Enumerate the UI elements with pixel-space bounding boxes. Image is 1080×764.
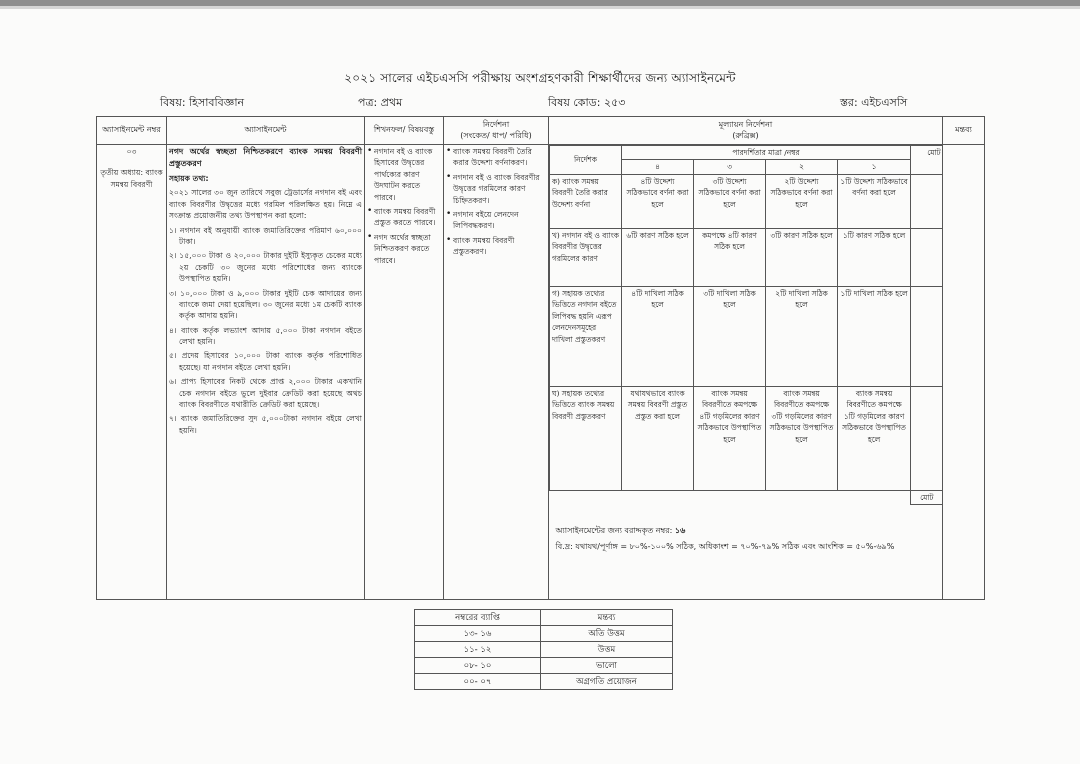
grade-row bbox=[415, 674, 673, 690]
col-assignment: অ্যাসাইনমেন্ট bbox=[167, 117, 365, 145]
grade-remark-header: মন্তব্য bbox=[541, 610, 673, 626]
paper-label: পত্র: প্রথম bbox=[358, 96, 403, 109]
grade-row bbox=[415, 626, 673, 642]
col-learning-outcome: শিখনফল/ বিষয়বস্তু bbox=[365, 117, 444, 145]
rubric-criterion: ৩টি কারণ সঠিক হলে bbox=[766, 228, 838, 286]
grade-range: ০৮- ১০ bbox=[415, 658, 541, 674]
rubric-level-2: ২ bbox=[766, 160, 838, 174]
info-item: ৪। ব্যাংক কর্তৃক লভ্যাংশ আদায় ৫,০০০ টাকা নগদান বইতে লেখা হয়নি। bbox=[169, 325, 362, 347]
rubric-total-cell bbox=[911, 174, 943, 228]
allotted-marks-value: ১৬ bbox=[674, 526, 686, 536]
top-border-shadow bbox=[0, 6, 1080, 9]
instruction-item: • নগদান বই ও ব্যাংক বিবরণীর উদ্বৃত্তের গরমিলের কারণ চিহ্নিতকরণ। bbox=[446, 172, 546, 206]
rubric-total-header: মোট bbox=[911, 146, 943, 175]
grade-range: ১১- ১২ bbox=[415, 642, 541, 658]
instructions-cell bbox=[444, 145, 549, 600]
learning-outcome-item: • নগদান বই ও ব্যাংক হিসাবের উদ্বৃত্তের পার্থক্যের কারণ উদঘাটন করতে পারবে। bbox=[367, 146, 441, 203]
learning-outcome-item: • নগদ অর্থের স্বচ্ছতা নিশ্চিতকরণ করতে পারবে। bbox=[367, 232, 441, 266]
rubric-criterion: ৩টি দাখিলা সঠিক হলে bbox=[694, 286, 766, 386]
info-item: ৭। ব্যাংক জমাতিরিক্তের সুদ ৫,০০০টাকা নগদান বইয়ে লেখা হয়নি। bbox=[169, 414, 362, 435]
chapter-label: তৃতীয় অধ্যায়: ব্যাংক সমন্বয় বিবরণী bbox=[100, 168, 163, 189]
rubric-total-cell bbox=[911, 386, 943, 490]
col-assignment-no: অ্যাসাইনমেন্ট নম্বর bbox=[97, 117, 167, 145]
rubric-indicator: গ) সহায়ক তথ্যের ভিত্তিতে নগদান বইতে লিপিবদ্ধ হয়নি এরূপ লেনদেনসমূহের দাখিলা প্রস্তুতকরণ bbox=[550, 286, 622, 386]
rubric-level-1: ১ bbox=[838, 160, 911, 174]
rubric-level-4: ৪ bbox=[622, 160, 694, 174]
rubric-row bbox=[550, 228, 943, 286]
subject-code-label: বিষয় কোড: ২৫৩ bbox=[548, 96, 626, 109]
grade-remark: অগ্রগতি প্রয়োজন bbox=[541, 674, 673, 690]
info-item: ১। নগদান বই অনুযায়ী ব্যাংক জমাতিরিক্তের পরিমাণ ৬০,০০০ টাকা। bbox=[169, 225, 362, 246]
rubric-criterion: ২টি দাখিলা সঠিক হলে bbox=[766, 286, 838, 386]
rubric-criterion: ৩টি উদ্দেশ্য সঠিকভাবে বর্ণনা করা হলে bbox=[694, 174, 766, 228]
grade-row bbox=[415, 658, 673, 674]
rubric-criterion: ব্যাংক সমন্বয় বিবরণীতে কমপক্ষে ৪টি গড়মিলের কারণ সঠিকভাবে উপস্থাপিত হলে bbox=[694, 386, 766, 490]
grade-remark: উত্তম bbox=[541, 642, 673, 658]
rubric-criterion: ১টি উদ্দেশ্য সঠিকভাবে বর্ণনা করা হলে bbox=[838, 174, 911, 228]
rubric-criterion: ১টি কারণ সঠিক হলে bbox=[838, 228, 911, 286]
rubric-criterion: ৬টি কারণ সঠিক হলে bbox=[622, 228, 694, 286]
grade-table bbox=[414, 609, 673, 690]
grade-range: ১৩- ১৬ bbox=[415, 626, 541, 642]
grade-remark: অতি উত্তম bbox=[541, 626, 673, 642]
info-intro: ২০২১ সালের ৩০ জুন তারিখে সবুজ ট্রেডার্সের নগদান বই এবং ব্যাংক বিবরণীর উদ্বৃত্তের মধ্যে গরমিল পরিলক্ষিত হয়। নিম্নে এ সংক্রান্ত প্রয়োজনীয় তথ্য উপস্থাপন করা হলো: bbox=[169, 188, 362, 221]
rubric-row bbox=[550, 386, 943, 490]
info-item: ২। ১৫,০০০ টাকা ও ২০,০০০ টাকার দুইটি ইস্যুকৃত চেকের মধ্যে ২য় চেকটি ৩০ জুনের মধ্যে পরিশোধের জন্য ব্যাংকে উপস্থাপিত হয়নি। bbox=[169, 251, 362, 284]
rubric-criterion: কমপক্ষে ৪টি কারণ সঠিক হলে bbox=[694, 228, 766, 286]
document-title: ২০২১ সালের এইচএসসি পরীক্ষায় অংশগ্রহণকারী শিক্ষার্থীদের জন্য অ্যাসাইনমেন্ট bbox=[344, 71, 736, 85]
instruction-item: • ব্যাংক সমন্বয় বিবরণী প্রস্তুতকরণ। bbox=[446, 235, 546, 258]
rubric-total-cell bbox=[911, 286, 943, 386]
allotted-marks-label: অ্যাসাইনমেন্টের জন্য বরাদ্দকৃত নম্বর: bbox=[555, 526, 675, 536]
learning-outcome-item: • ব্যাংক সমন্বয় বিবরণী প্রস্তুত করতে পারবে। bbox=[367, 206, 441, 229]
col-remarks: মন্তব্য bbox=[943, 117, 985, 145]
rubric-indicator: ঘ) সহায়ক তথ্যের ভিত্তিতে ব্যাংক সমন্বয় বিবরণী প্রস্তুতকরণ bbox=[550, 386, 622, 490]
col-instructions bbox=[444, 117, 549, 145]
subject-label: বিষয়: হিসাববিজ্ঞান bbox=[160, 96, 245, 109]
rubric-criterion: ব্যাংক সমন্বয় বিবরণীতে কমপক্ষে ৩টি গড়মিলের কারণ সঠিকভাবে উপস্থাপিত হলে bbox=[766, 386, 838, 490]
grade-row bbox=[415, 642, 673, 658]
instructions-title: নির্দেশনা bbox=[482, 120, 510, 130]
rubric-indicator: খ) নগদান বই ও ব্যাংক বিবরণীর উদ্বৃত্তের গরমিলের কারণ bbox=[550, 228, 622, 286]
evaluation-subtitle: (রুব্রিক্স) bbox=[732, 130, 759, 140]
info-item: ৬। প্রাপ্য হিসাবের নিকট থেকে প্রাপ্ত ২,০০০ টাকার একখানি চেক নগদান বইতে ভুলে দুইবার ক্রেডিট করা হয়েছে অথচ ব্যাংক বিবরণীতে যথারীতি ক্রেডিট করা হয়েছে। bbox=[169, 377, 362, 410]
evaluation-title: মূল্যায়ন নির্দেশনা bbox=[718, 120, 773, 130]
grade-range-header: নম্বরের ব্যাপ্তি bbox=[415, 610, 541, 626]
instruction-item: • ব্যাংক সমন্বয় বিবরণী তৈরি করার উদ্দেশ্য বর্ণনাকরণ। bbox=[446, 146, 546, 169]
rubric-criterion: ৪টি দাখিলা সঠিক হলে bbox=[622, 286, 694, 386]
assignment-title: নগদ অর্থের স্বচ্ছতা নিশ্চিতকরণে ব্যাংক সমন্বয় বিবরণী প্রস্তুতকরণ bbox=[169, 147, 362, 168]
rubric-row bbox=[550, 286, 943, 386]
grade-range: ০০- ০৭ bbox=[415, 674, 541, 690]
rubric-notes bbox=[550, 505, 943, 558]
col-evaluation bbox=[549, 117, 943, 145]
level-label: স্তর: এইচএসসি bbox=[840, 96, 908, 109]
assignment-content-cell bbox=[167, 145, 365, 600]
instructions-subtitle: (সংকেত/ ধাপ/ পরিধি) bbox=[460, 130, 532, 140]
rubric-criterion: ১টি দাখিলা সঠিক হলে bbox=[838, 286, 911, 386]
rubric-level-header: পারদর্শিতার মাত্রা /নম্বর bbox=[622, 146, 911, 160]
rubric-criterion: ব্যাংক সমন্বয় বিবরণীতে কমপক্ষে ১টি গড়মিলের কারণ সঠিকভাবে উপস্থাপিত হলে bbox=[838, 386, 911, 490]
info-heading: সহায়ক তথ্য: bbox=[169, 174, 209, 183]
rubric-table bbox=[549, 145, 943, 558]
rubric-indicator-header: নির্দেশক bbox=[550, 146, 622, 175]
rubric-total-label: মোট bbox=[911, 490, 943, 504]
rubric-cell bbox=[549, 145, 943, 600]
info-item: ৫। প্রদেয় হিসাবের ১০,০০০ টাকা ব্যাংক কর্তৃক পরিশোধিত হয়েছে। যা নগদান বইতে লেখা হয়নি। bbox=[169, 351, 362, 372]
assignment-number: ০৩ bbox=[126, 147, 137, 156]
instruction-item: • নগদান বইয়ে লেনদেন লিপিবদ্ধকরণ। bbox=[446, 209, 546, 232]
rubric-criterion: যথাযথভাবে ব্যাংক সমন্বয় বিবরণী প্রস্তুত প্রস্তুত করা হলে bbox=[622, 386, 694, 490]
rubric-level-3: ৩ bbox=[694, 160, 766, 174]
rubric-row bbox=[550, 174, 943, 228]
rubric-indicator: ক) ব্যাংক সমন্বয় বিবরণী তৈরি করার উদ্দেশ্য বর্ণনা bbox=[550, 174, 622, 228]
percentage-note: বি.দ্র: যথাযথ/পূর্ণাঙ্গ = ৮০%-১০০% সঠিক, অধিকাংশ = ৭০%-৭৯% সঠিক এবং আংশিক = ৫০%-৬৯% bbox=[555, 541, 895, 551]
remarks-cell bbox=[943, 145, 985, 600]
assignment-table bbox=[96, 116, 985, 600]
rubric-criterion: ৪টি উদ্দেশ্য সঠিকভাবে বর্ণনা করা হলে bbox=[622, 174, 694, 228]
grade-remark: ভালো bbox=[541, 658, 673, 674]
learning-outcomes-cell bbox=[365, 145, 444, 600]
allotted-marks bbox=[556, 523, 937, 538]
assignment-number-cell bbox=[97, 145, 167, 600]
rubric-criterion: ২টি উদ্দেশ্য সঠিকভাবে বর্ণনা করা হলে bbox=[766, 174, 838, 228]
rubric-total-cell bbox=[911, 228, 943, 286]
info-item: ৩। ১০,০০০ টাকা ও ৯,০০০ টাকার দুইটি চেক আদায়ের জন্য ব্যাংকে জমা দেয়া হয়েছিল। ৩০ জুনের মধ্যে ১ম চেকটি ব্যাংক কর্তৃক আদায় হয়নি। bbox=[169, 288, 362, 321]
